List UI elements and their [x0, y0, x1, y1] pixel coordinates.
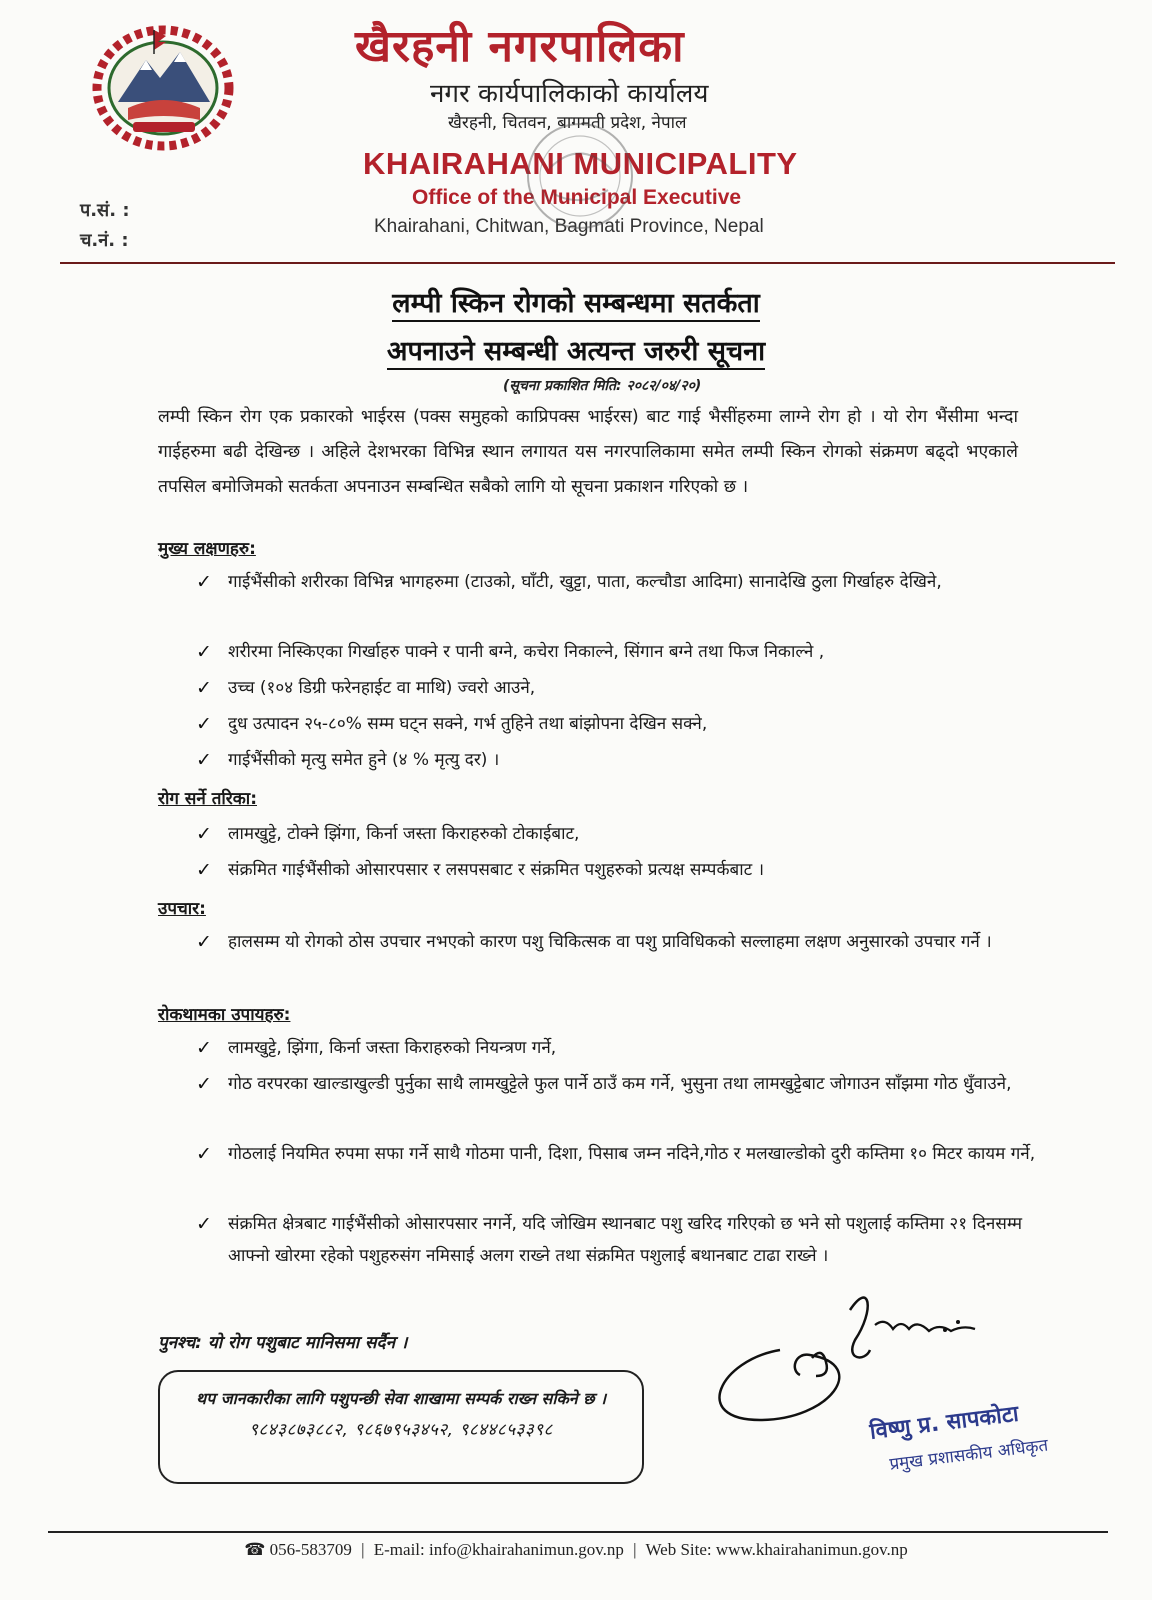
nepal-emblem-icon	[88, 22, 238, 152]
check-icon: ✓	[196, 641, 212, 663]
org-name-en: KHAIRAHANI MUNICIPALITY	[363, 146, 798, 181]
symptom-item: ✓ दुध उत्पादन २५-८०% सम्म घट्न सक्ने, गर्भ तुहिने तथा बांझोपना देखिन सक्ने,	[196, 708, 1036, 740]
signatory-title: प्रमुख प्रशासकीय अधिकृत	[888, 1435, 1050, 1475]
check-icon: ✓	[196, 713, 212, 735]
check-icon: ✓	[196, 1213, 212, 1235]
symptom-item: ✓ गाईभैंसीको शरीरका विभिन्न भागहरुमा (टाउको, घाँटी, खुट्टा, पाता, कल्चौडा आदिमा) सानादेखि ठुला गिर्खाहरु देखिने,	[196, 566, 1036, 598]
footer-email[interactable]: E-mail: info@khairahanimun.gov.np	[373, 1540, 624, 1559]
notice-title-line-1: लम्पी स्किन रोगको सम्बन्धमा सतर्कता	[0, 283, 1152, 320]
contact-info-box	[158, 1370, 644, 1484]
check-icon: ✓	[196, 1143, 212, 1165]
address-np: खैरहनी, चितवन, बागमती प्रदेश, नेपाल	[448, 113, 687, 133]
address-en: Khairahani, Chitwan, Bagmati Province, Nepal	[374, 216, 764, 237]
contact-message: थप जानकारीका लागि पशुपन्छी सेवा शाखामा सम्पर्क राख्न सकिने छ ।	[195, 1389, 607, 1408]
transmission-item: ✓ लामखुट्टे, टोक्ने झिंगा, किर्ना जस्ता किराहरुको टोकाईबाट,	[196, 818, 1036, 850]
postscript-note: पुनश्च: यो रोग पशुबाट मानिसमा सर्दैन ।	[158, 1333, 408, 1353]
office-name-en: Office of the Municipal Executive	[412, 186, 742, 209]
signatory-name: विष्णु प्र. सापकोटा	[868, 1401, 1020, 1445]
footer-separator: |	[361, 1540, 365, 1559]
check-icon: ✓	[196, 859, 212, 881]
office-name-np: नगर कार्यपालिकाको कार्यालय	[430, 79, 709, 109]
prevention-item: ✓ संक्रमित क्षेत्रबाट गाईभैंसीको ओसारपसार नगर्ने, यदि जोखिम स्थानबाट पशु खरिद गरिएको छ भने सो पशुलाई कम्तिमा २१ दिनसम्म आफ्नो खोरमा रहेको पशुहरुसंग नमिसाई अलग राख्ने तथा संक्रमित पशुलाई बथानबाट टाढा राख्ने ।	[196, 1208, 1036, 1272]
check-icon: ✓	[196, 1037, 212, 1059]
check-icon: ✓	[196, 931, 212, 953]
symptom-item: ✓ शरीरमा निस्किएका गिर्खाहरु पाक्ने र पानी बग्ने, कचेरा निकाल्ने, सिंगान बग्ने तथा फिज निकाल्ने ,	[196, 636, 1036, 668]
symptom-item: ✓ गाईभैंसीको मृत्यु समेत हुने (४ % मृत्यु दर) ।	[196, 744, 1036, 776]
check-icon: ✓	[196, 677, 212, 699]
footer-contact	[0, 1540, 1152, 1560]
prevention-item: ✓ लामखुट्टे, झिंगा, किर्ना जस्ता किराहरुको नियन्त्रण गर्ने,	[196, 1032, 1036, 1064]
symptoms-heading: मुख्य लक्षणहरु:	[158, 539, 256, 559]
header-divider	[60, 262, 1115, 264]
footer-divider	[48, 1531, 1108, 1533]
reference-number-label: प.सं. :	[80, 200, 130, 221]
footer-phone: 056-583709	[269, 1540, 352, 1559]
check-icon: ✓	[196, 1073, 212, 1095]
symptom-item: ✓ उच्च (१०४ डिग्री फरेनहाईट वा माथि) ज्वरो आउने,	[196, 672, 1036, 704]
phone-icon: ☎	[244, 1540, 266, 1559]
org-name-np: खैरहनी नगरपालिका	[355, 21, 685, 72]
treatment-heading: उपचार:	[158, 899, 206, 919]
footer-website[interactable]: Web Site: www.khairahanimun.gov.np	[645, 1540, 908, 1559]
notice-title-line-2: अपनाउने सम्बन्धी अत्यन्त जरुरी सूचना	[0, 331, 1152, 368]
footer-separator: |	[633, 1540, 637, 1559]
transmission-item: ✓ संक्रमित गाईभैंसीको ओसारपसार र लसपसबाट र संक्रमित पशुहरुको प्रत्यक्ष सम्पर्कबाट ।	[196, 854, 1036, 886]
check-icon: ✓	[196, 823, 212, 845]
contact-phone-numbers: ९८४३८७३८८२, ९८६७९५३४५२, ९८४४८५३३९८	[249, 1420, 553, 1440]
intro-paragraph: लम्पी स्किन रोग एक प्रकारको भाईरस (पक्स समुहको काप्रिपक्स भाईरस) बाट गाई भैसींहरुमा लाग्ने रोग हो । यो रोग भैंसीमा भन्दा गाईहरुमा बढी देखिन्छ । अहिले देशभरका विभिन्न स्थान लगायत यस नगरपालिकामा समेत लम्पी स्किन रोगको संक्रमण बढ्दो भएकाले तपसिल बमोजिमको सतर्कता अपनाउन सम्बन्धित सबैको लागि यो सूचना प्रकाशन गरिएको छ ।	[158, 407, 1018, 497]
transmission-heading: रोग सर्ने तरिका:	[158, 789, 257, 809]
check-icon: ✓	[196, 749, 212, 771]
check-icon: ✓	[196, 571, 212, 593]
prevention-heading: रोकथामका उपायहरु:	[158, 1005, 291, 1025]
treatment-item: ✓ हालसम्म यो रोगको ठोस उपचार नभएको कारण पशु चिकित्सक वा पशु प्राविधिकको सल्लाहमा लक्षण अनुसारको उपचार गर्ने ।	[196, 926, 1036, 958]
published-date: (सूचना प्रकाशित मिति: २०८२/०४/२०)	[503, 378, 702, 394]
dispatch-number-label: च.नं. :	[80, 230, 129, 251]
prevention-item: ✓ गोठलाई नियमित रुपमा सफा गर्ने साथै गोठमा पानी, दिशा, पिसाब जम्न नदिने,गोठ र मलखाल्डोको दुरी कम्तिमा १० मिटर कायम गर्ने,	[196, 1138, 1036, 1170]
office-stamp-icon	[520, 98, 640, 258]
prevention-item: ✓ गोठ वरपरका खाल्डाखुल्डी पुर्नुका साथै लामखुट्टेले फुल पार्ने ठाउँ कम गर्ने, भुसुना तथा लामखुट्टेबाट जोगाउन साँझमा गोठ धुँवाउने,	[196, 1068, 1036, 1100]
